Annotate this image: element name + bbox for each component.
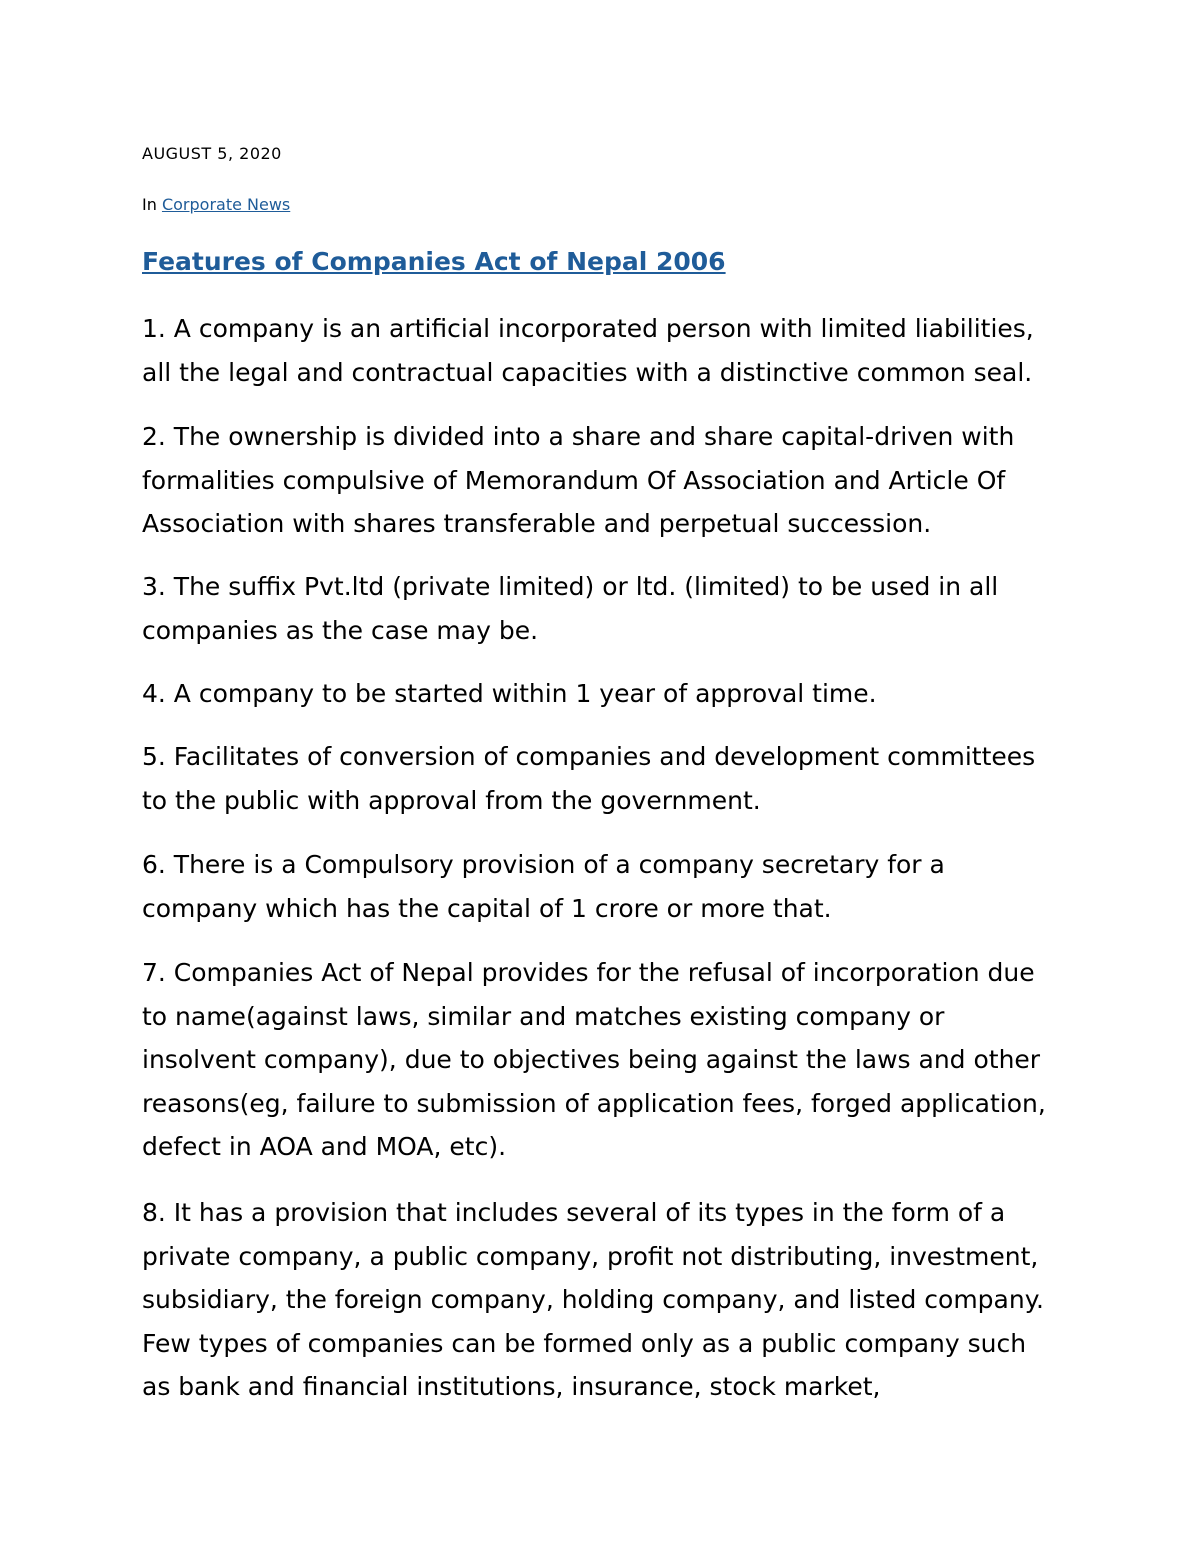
list-item-3: 3. The suffix Pvt.ltd (private limited) or ltd. (limited) to be used in all companies as the case may be. <box>142 572 999 645</box>
list-item-8: 8. It has a provision that includes several of its types in the form of a private company, a public company, profit not distributing, investment, subsidiary, the foreign company, holding company, and listed company. Few types of companies can be formed only as a public company such as bank and financial institutions, insurance, stock market, <box>142 1198 1044 1401</box>
list-item-5: 5. Facilitates of conversion of companies and development committees to the public with approval from the government. <box>142 742 1036 815</box>
list-item-7: 7. Companies Act of Nepal provides for the refusal of incorporation due to name(against laws, similar and matches existing company or insolvent company), due to objectives being against the laws and other reasons(eg, failure to submission of application fees, forged application, defect in AOA and MOA, etc). <box>142 958 1046 1161</box>
list-item-6: 6. There is a Compulsory provision of a company secretary for a company which has the capital of 1 crore or more that. <box>142 850 945 923</box>
category-prefix: In <box>142 195 162 214</box>
list-item-2: 2. The ownership is divided into a share and share capital-driven with formalities compulsive of Memorandum Of Association and Article Of Association with shares transferable and perpetual succession. <box>142 422 1015 538</box>
category-link[interactable]: Corporate News <box>161 195 291 214</box>
article-category <box>142 195 290 214</box>
list-item-4: 4. A company to be started within 1 year of approval time. <box>142 679 877 708</box>
article-date: AUGUST 5, 2020 <box>142 144 282 163</box>
article-title[interactable]: Features of Companies Act of Nepal 2006 <box>142 247 726 276</box>
list-item-1: 1. A company is an artificial incorporated person with limited liabilities, all the legal and contractual capacities with a distinctive common seal. <box>142 314 1034 387</box>
